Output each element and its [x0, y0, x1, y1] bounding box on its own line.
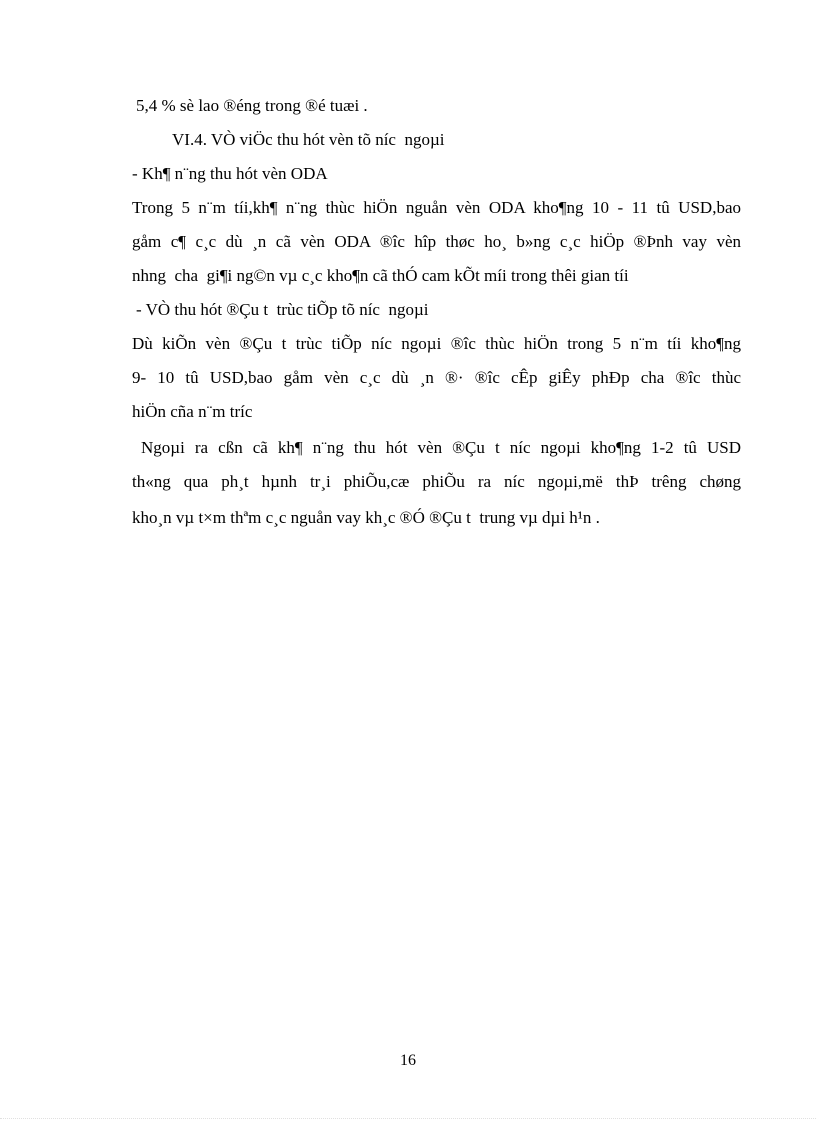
- paragraph-oda-line-3: nhng cha gi¶i ng©n vµ c¸c kho¶n cã thÓ cam kÕt míi trong thêi gian tíi: [132, 266, 629, 285]
- text-line-continuation: 5,4 % sè lao ®éng trong ®é tuæi .: [136, 96, 368, 115]
- paragraph-fdi-line-2: 9- 10 tû USD,bao gåm vèn c¸c dù ¸n ®· ®îc cÊp giÊy phÐp cha ®îc thùc: [132, 368, 741, 387]
- paragraph-fdi-line-1: Dù kiÕn vèn ®Çu t trùc tiÕp níc ngoµi ®îc thùc hiÖn trong 5 n¨m tíi kho¶ng: [132, 334, 741, 353]
- page-number: 16: [400, 1052, 416, 1069]
- subheading-fdi: - VÒ thu hót ®Çu t trùc tiÕp tõ níc ngoµi: [136, 300, 429, 319]
- section-heading: VI.4. VÒ viÖc thu hót vèn tõ níc ngoµi: [172, 130, 445, 149]
- paragraph-other-line-3: kho¸n vµ t×m thªm c¸c nguån vay kh¸c ®Ó ®Çu t trung vµ dµi h¹n .: [132, 508, 600, 527]
- paragraph-other-line-1: Ngoµi ra cßn cã kh¶ n¨ng thu hót vèn ®Çu t níc ngoµi kho¶ng 1-2 tû USD: [141, 438, 741, 457]
- paragraph-fdi-line-3: hiÖn cña n¨m tríc: [132, 402, 253, 421]
- subheading-oda: - Kh¶ n¨ng thu hót vèn ODA: [132, 164, 328, 183]
- paragraph-other-line-2: th«ng qua ph¸t hµnh tr¸i phiÕu,cæ phiÕu ra níc ngoµi,më thÞ trêng chøng: [132, 472, 741, 491]
- page-bottom-divider: [0, 1118, 816, 1119]
- paragraph-oda-line-2: gåm c¶ c¸c dù ¸n cã vèn ODA ®îc hîp thøc ho¸ b»ng c¸c hiÖp ®Þnh vay vèn: [132, 232, 741, 251]
- paragraph-oda-line-1: Trong 5 n¨m tíi,kh¶ n¨ng thùc hiÖn nguån vèn ODA kho¶ng 10 - 11 tû USD,bao: [132, 198, 741, 217]
